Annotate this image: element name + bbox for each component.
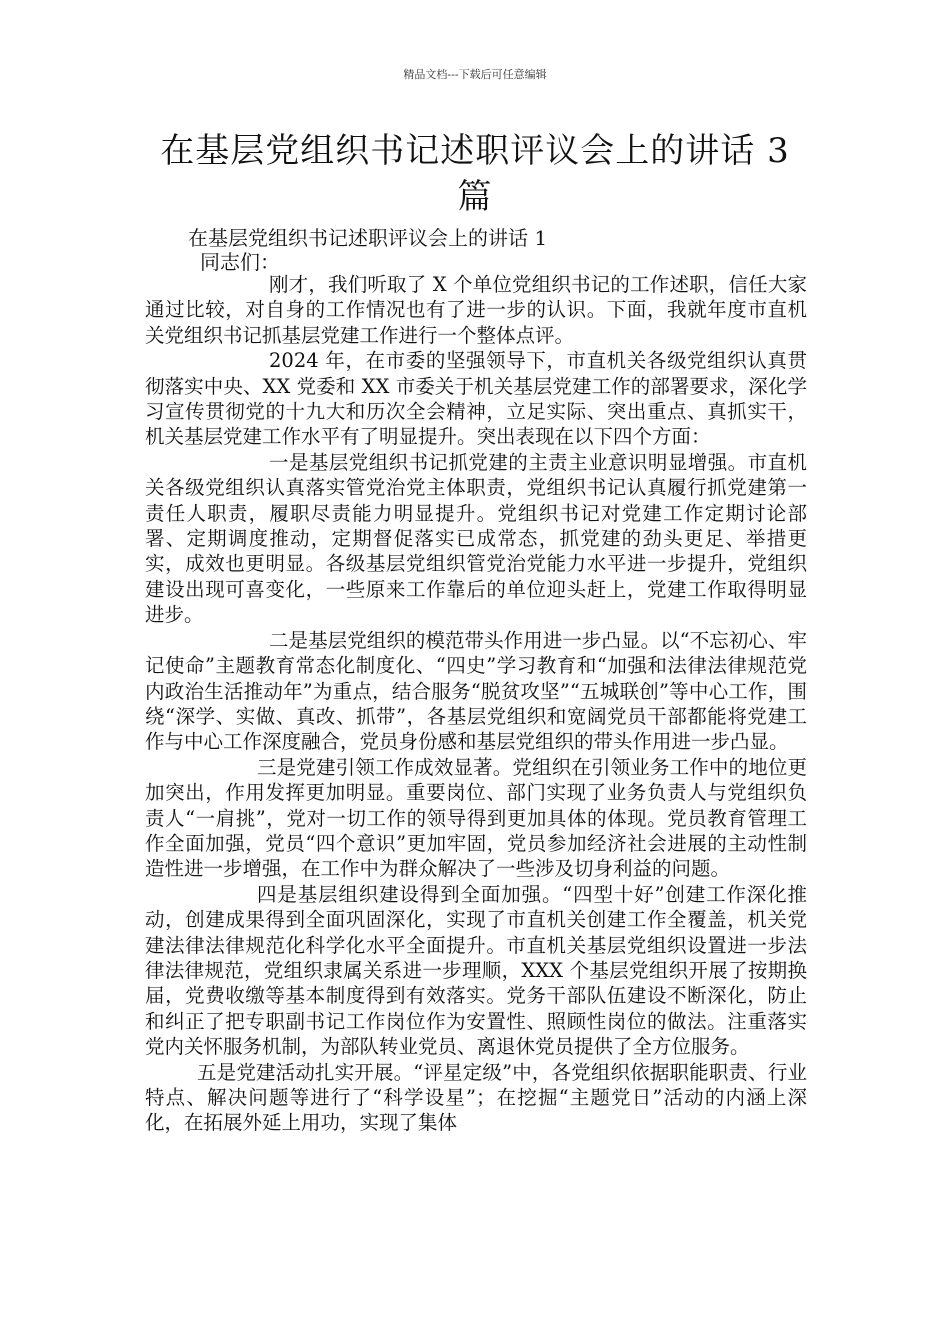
paragraph-point-3: 三是党建引领工作成效显著。党组织在引领业务工作中的地位更加突出，作用发挥更加明显。重要岗位、部门实现了业务负责人与党组织负责人“一肩挑”，党对一切工作的领导得到更加具体的体现。党员教育管理工作全面加强，党员“四个意识”更加牢固，党员参加经济社会进展的主动性制造性进一步增强，在工作中为群众解决了一些涉及切身利益的问题。 (145, 755, 807, 881)
document-title: 在基层党组织书记述职评议会上的讲话 3 篇 (160, 131, 790, 217)
salutation: 同志们： (200, 250, 280, 274)
page-header-note: 精品文档---下载后可任意编辑 (403, 68, 547, 81)
paragraph-intro: 刚才，我们听取了 X 个单位党组织书记的工作述职，信任大家通过比较，对自身的工作情况也有了进一步的认识。下面，我就年度市直机关党组织书记抓基层党建工作进行一个整体点评。 (145, 273, 807, 347)
paragraph-overview: 2024 年，在市委的坚强领导下，市直机关各级党组织认真贯彻落实中央、XX 党委和 XX 市委关于机关基层党建工作的部署要求，深化学习宣传贯彻党的十九大和历次全会精神，立足实际、突出重点、真抓实干，机关基层党建工作水平有了明显提升。突出表现在以下四个方面： (145, 349, 807, 449)
paragraph-point-2: 二是基层党组织的模范带头作用进一步凸显。以“不忘初心、牢记使命”主题教育常态化制度化、“四史”学习教育和“加强和法律法律规范党内政治生活推动年”为重点，结合服务“脱贫攻坚”“五城联创”等中心工作，围绕“深学、实做、真改、抓带”，各基层党组织和宽阔党员干部都能将党建工作与中心工作深度融合，党员身份感和基层党组织的带头作用进一步凸显。 (145, 628, 807, 754)
paragraph-point-1: 一是基层党组织书记抓党建的主责主业意识明显增强。市直机关各级党组织认真落实管党治党主体职责，党组织书记认真履行抓党建第一责任人职责，履职尽责能力明显提升。党组织书记对党建工作定期讨论部署、定期调度推动，定期督促落实已成常态，抓党建的劲头更足、举措更实，成效也更明显。各级基层党组织管党治党能力水平进一步提升，党组织建设出现可喜变化，一些原来工作靠后的单位迎头赶上，党建工作取得明显进步。 (145, 450, 807, 627)
document-body (145, 272, 807, 1136)
paragraph-point-5: 五是党建活动扎实开展。“评星定级”中，各党组织依据职能职责、行业特点、解决问题等进行了“科学设星”；在挖掘“主题党日”活动的内涵上深化，在拓展外延上用功，实现了集体 (145, 1060, 807, 1135)
speech-subtitle: 在基层党组织书记述职评议会上的讲话 1 (188, 226, 548, 250)
paragraph-point-4: 四是基层组织建设得到全面加强。“四型十好”创建工作深化推动，创建成果得到全面巩固深化，实现了市直机关创建工作全覆盖，机关党建法律法律规范化科学化水平全面提升。市直机关基层党组织设置进一步法律法律规范，党组织隶属关系进一步理顺，XXX 个基层党组织开展了按期换届，党费收缴等基本制度得到有效落实。党务干部队伍建设不断深化，防止和纠正了把专职副书记工作岗位作为安置性、照顾性岗位的做法。注重落实党内关怀服务机制，为部队转业党员、离退休党员提供了全方位服务。 (145, 882, 807, 1059)
